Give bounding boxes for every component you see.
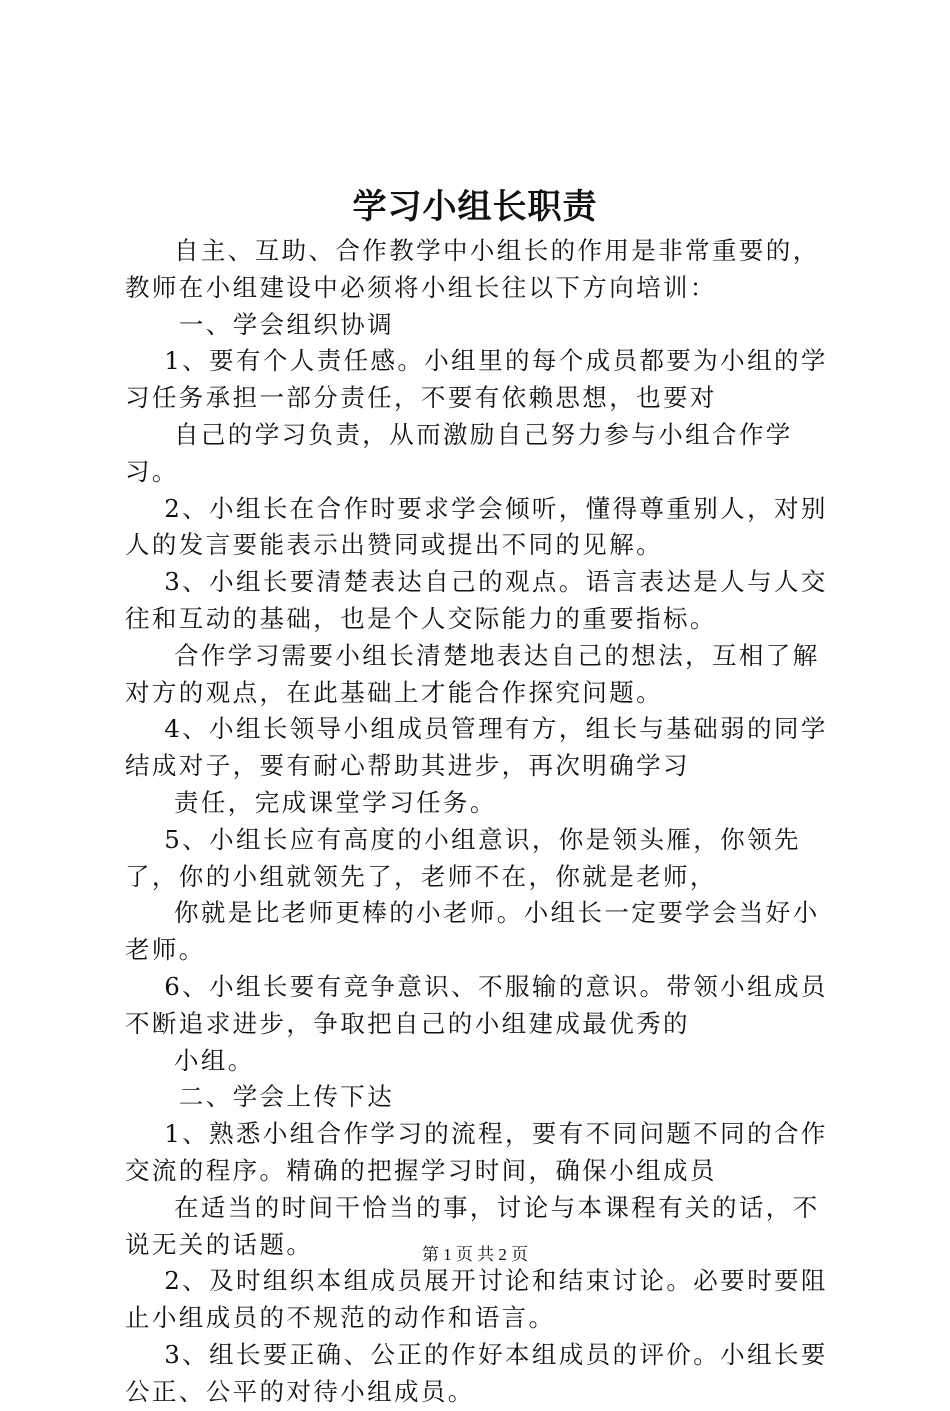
paragraph-item: 在适当的时间干恰当的事，讨论与本课程有关的话，不说无关的话题。	[125, 1192, 820, 1259]
paragraph-item: 3、组长要正确、公正的作好本组成员的评价。小组长要公正、公平的对待小组成员。	[125, 1339, 828, 1406]
paragraph-item: 1、要有个人责任感。小组里的每个成员都要为小组的学习任务承担一部分责任，不要有依赖思想，也要对	[125, 346, 828, 413]
section-heading-2: 二、学会上传下达	[178, 1082, 395, 1112]
paragraph-intro: 自主、互助、合作教学中小组长的作用是非常重要的，教师在小组建设中必须将小组长往以下方向培训：	[125, 236, 820, 302]
paragraph-item: 小组。	[174, 1045, 255, 1075]
paragraph-item: 5、小组长应有高度的小组意识，你是领头雁，你领先了，你的小组就领先了，老师不在，你就是老师，	[125, 824, 801, 891]
paragraph-item: 责任，完成课堂学习任务。	[174, 787, 497, 817]
paragraph-item: 合作学习需要小组长清楚地表达自己的想法，互相了解对方的观点，在此基础上才能合作探究问题。	[125, 640, 820, 707]
document-body	[125, 233, 837, 1411]
paragraph-item: 4、小组长领导小组成员管理有方，组长与基础弱的同学结成对子，要有耐心帮助其进步，再次明确学习	[125, 714, 828, 781]
paragraph-item: 6、小组长要有竞争意识、不服输的意识。带领小组成员不断追求进步，争取把自己的小组建成最优秀的	[125, 971, 828, 1038]
document-title: 学习小组长职责	[352, 187, 598, 227]
paragraph-item: 1、熟悉小组合作学习的流程，要有不同问题不同的合作交流的程序。精确的把握学习时间，确保小组成员	[125, 1119, 828, 1185]
page-footer: 第 1 页 共 2 页	[421, 1245, 529, 1264]
paragraph-item: 你就是比老师更棒的小老师。小组长一定要学会当好小老师。	[125, 898, 820, 965]
section-heading-1: 一、学会组织协调	[178, 309, 395, 339]
paragraph-item: 2、及时组织本组成员展开讨论和结束讨论。必要时要阻止小组成员的不规范的动作和语言。	[125, 1266, 828, 1333]
paragraph-item: 自己的学习负责，从而激励自己努力参与小组合作学习。	[125, 419, 793, 486]
paragraph-item: 3、小组长要清楚表达自己的观点。语言表达是人与人交往和互动的基础，也是个人交际能力的重要指标。	[125, 567, 828, 633]
paragraph-item: 2、小组长在合作时要求学会倾听，懂得尊重别人，对别人的发言要能表示出赞同或提出不同的见解。	[125, 493, 828, 560]
